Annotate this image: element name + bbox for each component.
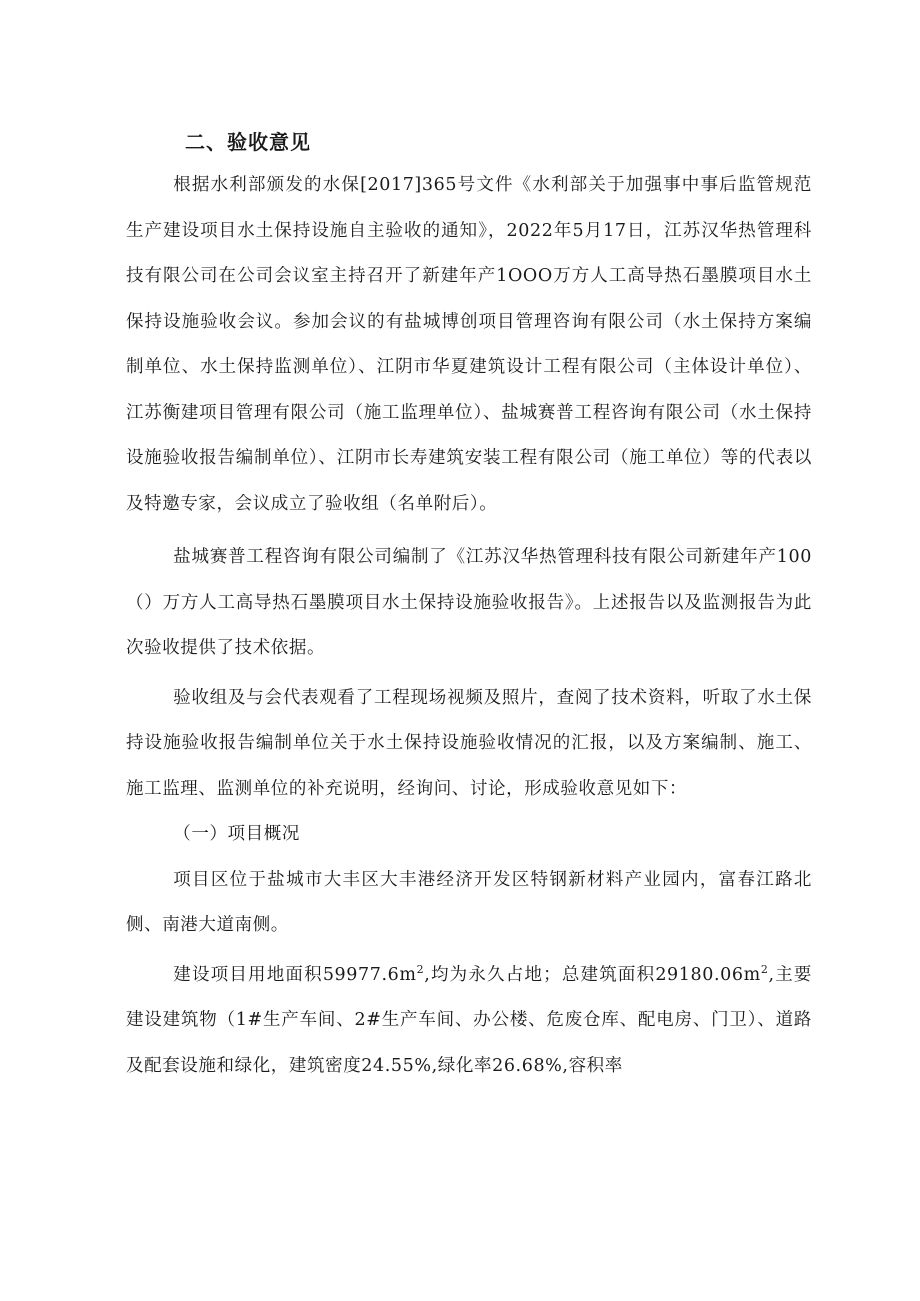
- paragraph-review-process: 验收组及与会代表观看了工程现场视频及照片，查阅了技术资料，听取了水土保持设施验收报告编制单位关于水土保持设施验收情况的汇报，以及方案编制、施工、施工监理、监测单位的补充说明，经询问、讨论，形成验收意见如下：: [126, 687, 812, 799]
- superscript-unit-2: 2: [760, 962, 769, 976]
- paragraph-project-scale: [126, 953, 812, 1090]
- paragraph-report-basis: 盐城赛普工程咨询有限公司编制了《江苏汉华热管理科技有限公司新建年产100（）万方人工高导热石墨膜项目水土保持设施验收报告》。上述报告以及监测报告为此次验收提供了技术依据。: [126, 547, 812, 658]
- subheading-project-overview: （一）项目概况: [173, 824, 300, 844]
- document-body: [126, 163, 812, 1089]
- paragraph-acceptance-meeting: 根据水利部颁发的水保[2017]365号文件《水利部关于加强事中事后监管规范生产建设项目水土保持设施自主验收的通知》，2022年5月17日，江苏汉华热管理科技有限公司在公司会议室主持召开了新建年产1OOO万方人工高导热石墨膜项目水土保持设施验收会议。参加会议的有盐城博创项目管理咨询有限公司（水土保持方案编制单位、水土保持监测单位）、江阴市华夏建筑设计工程有限公司（主体设计单位）、江苏衡建项目管理有限公司（施工监理单位）、盐城赛普工程咨询有限公司（水土保持设施验收报告编制单位）、江阴市长寿建筑安装工程有限公司（施工单位）等的代表以及特邀专家，会议成立了验收组（名单附后）。: [126, 175, 812, 514]
- paragraph-project-location: 项目区位于盐城市大丰区大丰港经济开发区特钢新材料产业园内，富春江路北侧、南港大道南侧。: [126, 869, 812, 935]
- text-building-area: ,均为永久占地；总建筑面积29180.06m: [424, 964, 761, 985]
- superscript-unit-1: 2: [416, 962, 425, 976]
- section-heading: 二、验收意见: [185, 130, 311, 154]
- text-building-details: ,主要建设建筑物（1#生产车间、2#生产车间、办公楼、危废仓库、配电房、门卫）、道路及配套设施和绿化，建筑密度24.55%,绿化率26.68%,容积率: [126, 964, 812, 1076]
- text-land-area: 建设项目用地面积59977.6m: [173, 964, 417, 985]
